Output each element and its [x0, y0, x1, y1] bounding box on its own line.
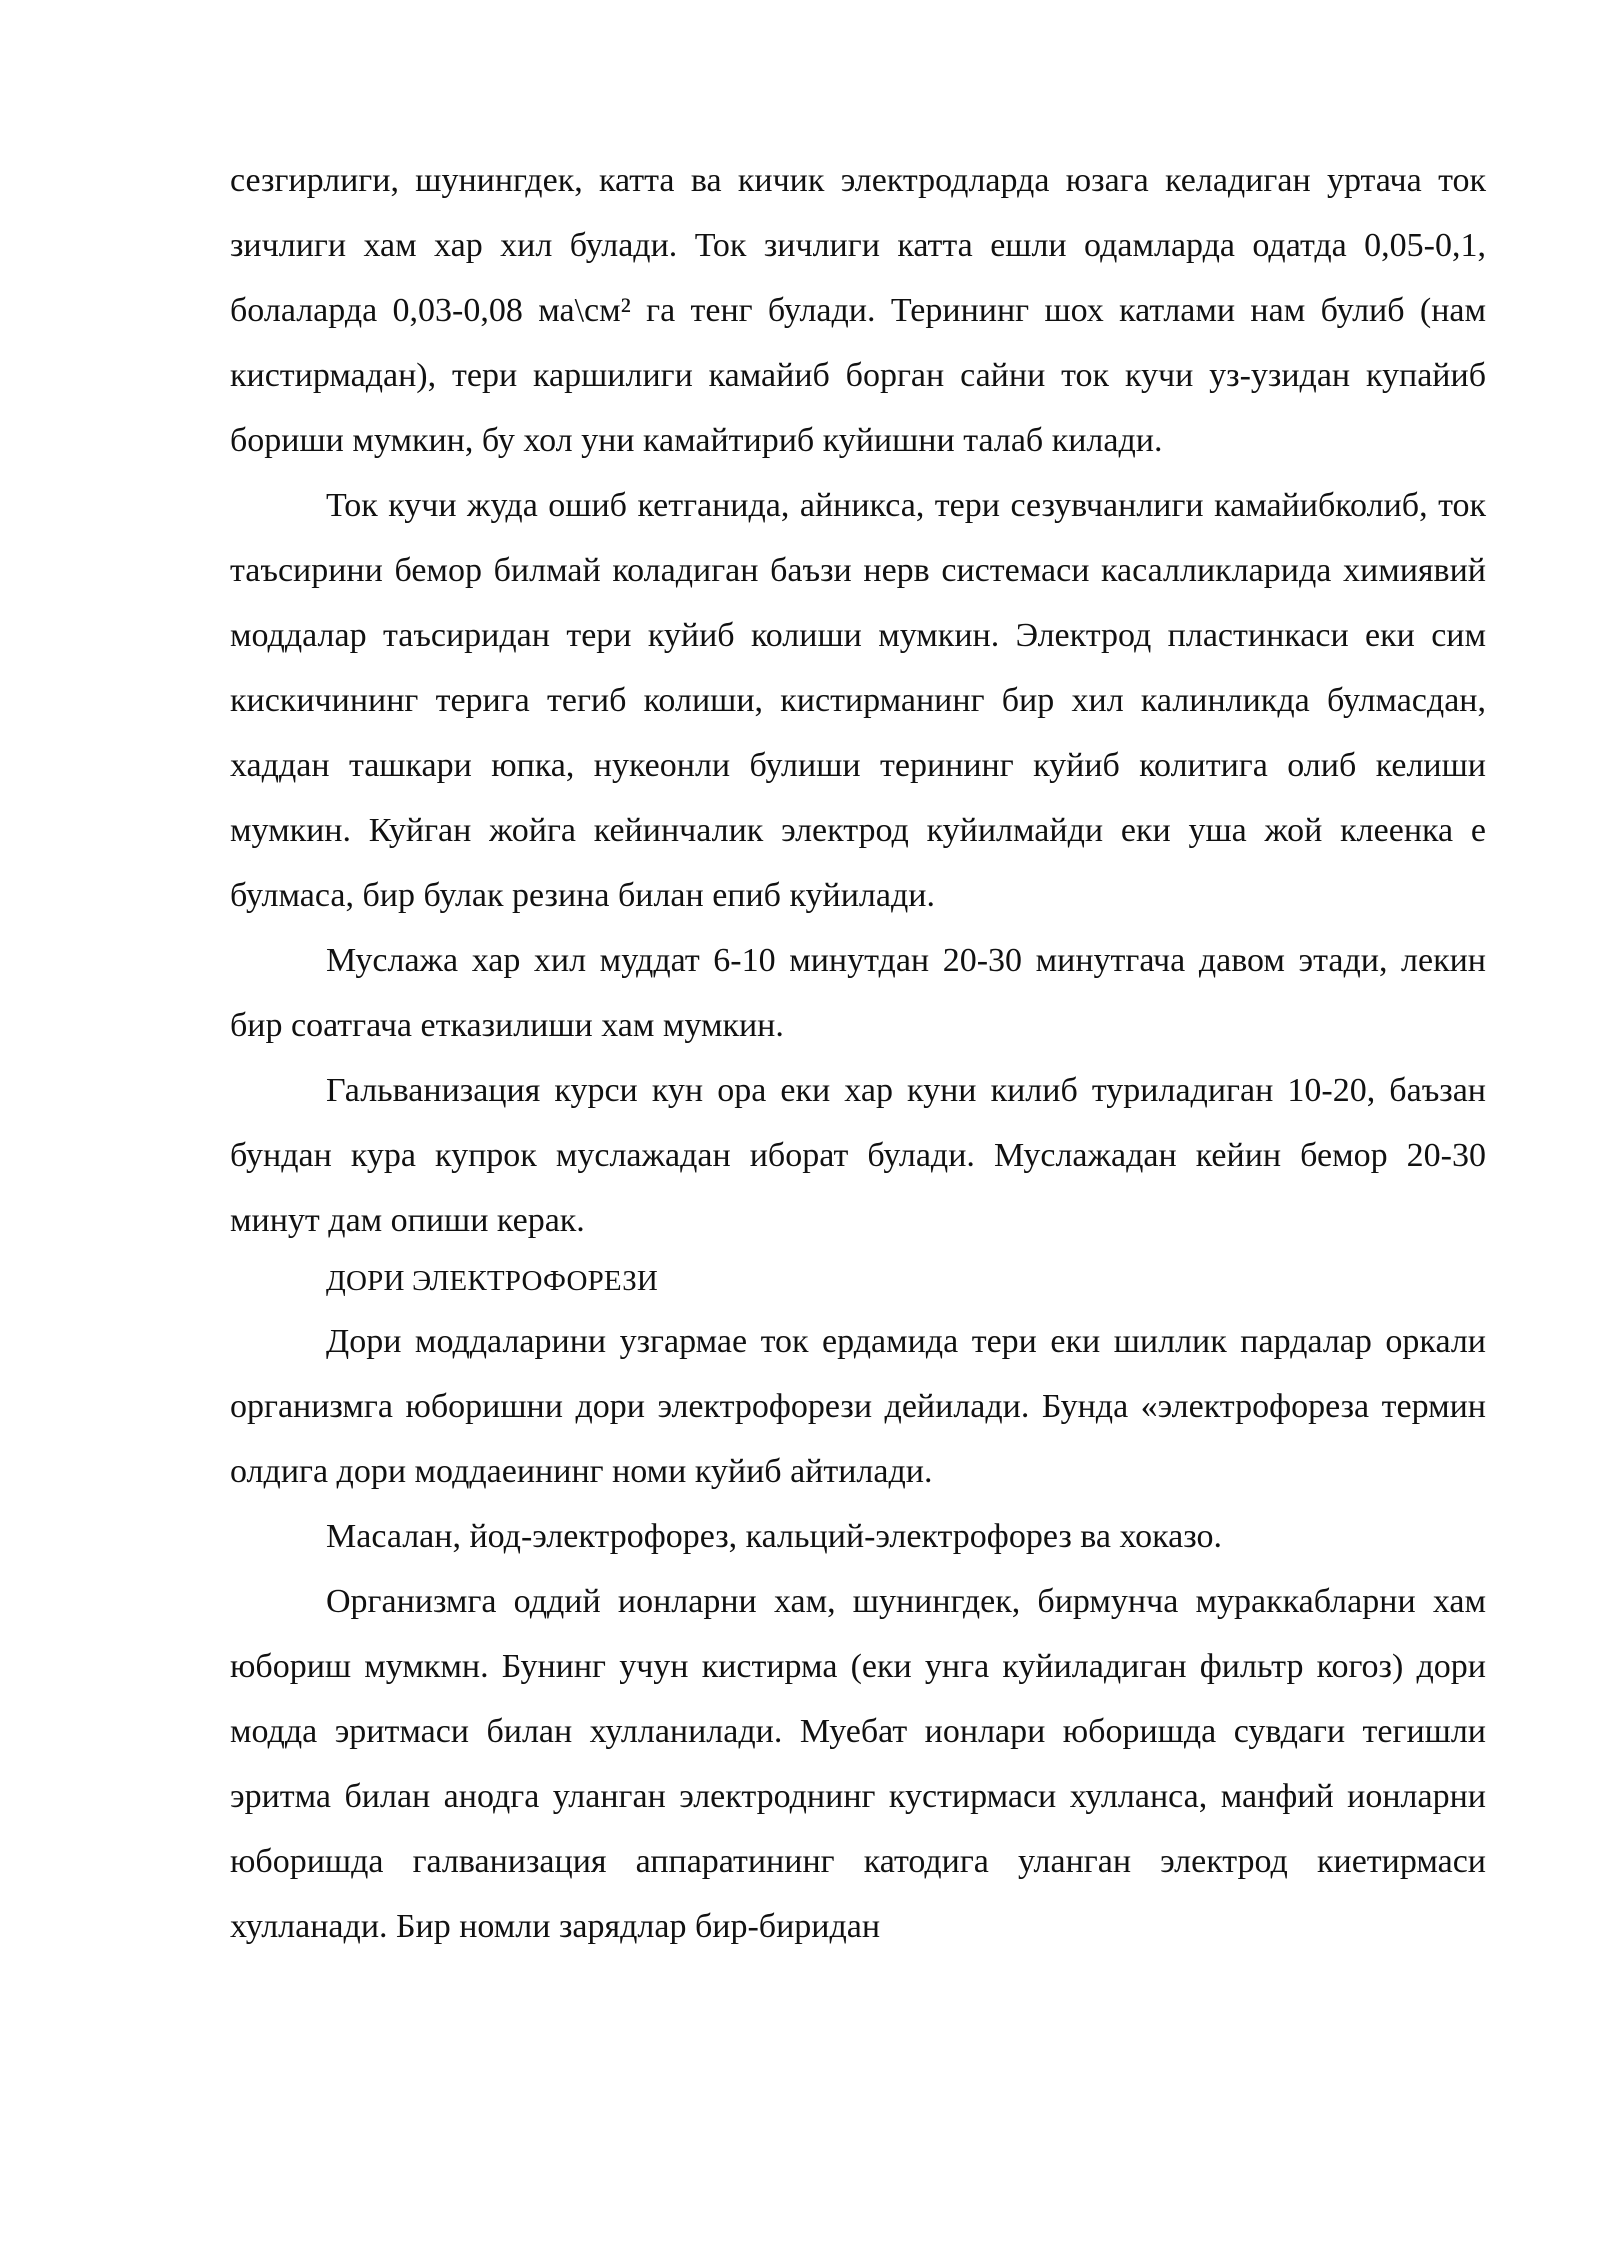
section-heading: ДОРИ ЭЛЕКТРОФОРЕЗИ: [326, 1265, 659, 1297]
paragraph-electrophoresis-definition: Дори моддаларини узгармае ток ердамида тери еки шиллик пардалар оркали организмга юборишни дори электрофорези дейилади. Бунда «электрофореза термин олдига дори моддаеининг номи куйиб айтилади.: [230, 1323, 1486, 1490]
paragraph-electrophoresis-examples: Масалан, йод-электрофорез, кальций-электрофорез ва хоказо.: [326, 1518, 1223, 1555]
paragraph-ions-introduction: Организмга оддий ионларни хам, шунингдек, бирмунча мураккабларни хам юбориш мумкмн. Бунинг учун кистирма (еки унга куйиладиган фильтр когоз) дори модда эритмаси билан хулланилади. Муебат ионлари юборишда сувдаги тегишли эритма билан анодга уланган электроднинг кустирмаси хулланса, манфий ионларни юборишда галванизация аппаратининг катодига уланган электрод киетирмаси хулланади. Бир номли зарядлар бир-биридан: [230, 1583, 1486, 1945]
paragraph-galvanization-course: Гальванизация курси кун ора еки хар куни килиб туриладиган 10-20, баъзан бундан кура купрок муслажадан иборат булади. Муслажадан кейин бемор 20-30 минут дам опиши керак.: [230, 1072, 1486, 1239]
paragraph-skin-burn: Ток кучи жуда ошиб кетганида, айникса, тери сезувчанлиги камайибколиб, ток таъсирини бемор билмай коладиган баъзи нерв системаси касалликларида химиявий моддалар таъсиридан тери куйиб колиши мумкин. Электрод пластинкаси еки сим кискичининг терига тегиб колиши, кистирманинг бир хил калинликда булмасдан, хаддан ташкари юпка, нукеонли булиши терининг куйиб колитига олиб келиши мумкин. Куйган жойга кейинчалик электрод куйилмайди еки уша жой клеенка е булмаса, бир булак резина билан епиб куйилади.: [230, 487, 1486, 914]
paragraph-current-density: сезгирлиги, шунингдек, катта ва кичик электродларда юзага келадиган уртача ток зичлиги хам хар хил булади. Ток зичлиги катта ешли одамларда одатда 0,05-0,1, болаларда 0,03-0,08 ма\см² га тенг булади. Терининг шох катлами нам булиб (нам кистирмадан), тери каршилиги камайиб борган сайни ток кучи уз-узидан купайиб бориши мумкин, бу хол уни камайтириб куйишни талаб килади.: [230, 162, 1486, 459]
paragraph-session-duration: Муслажа хар хил муддат 6-10 минутдан 20-30 минутгача давом этади, лекин бир соатгача етказилиши хам мумкин.: [230, 942, 1486, 1044]
document-page: [230, 148, 1486, 1959]
